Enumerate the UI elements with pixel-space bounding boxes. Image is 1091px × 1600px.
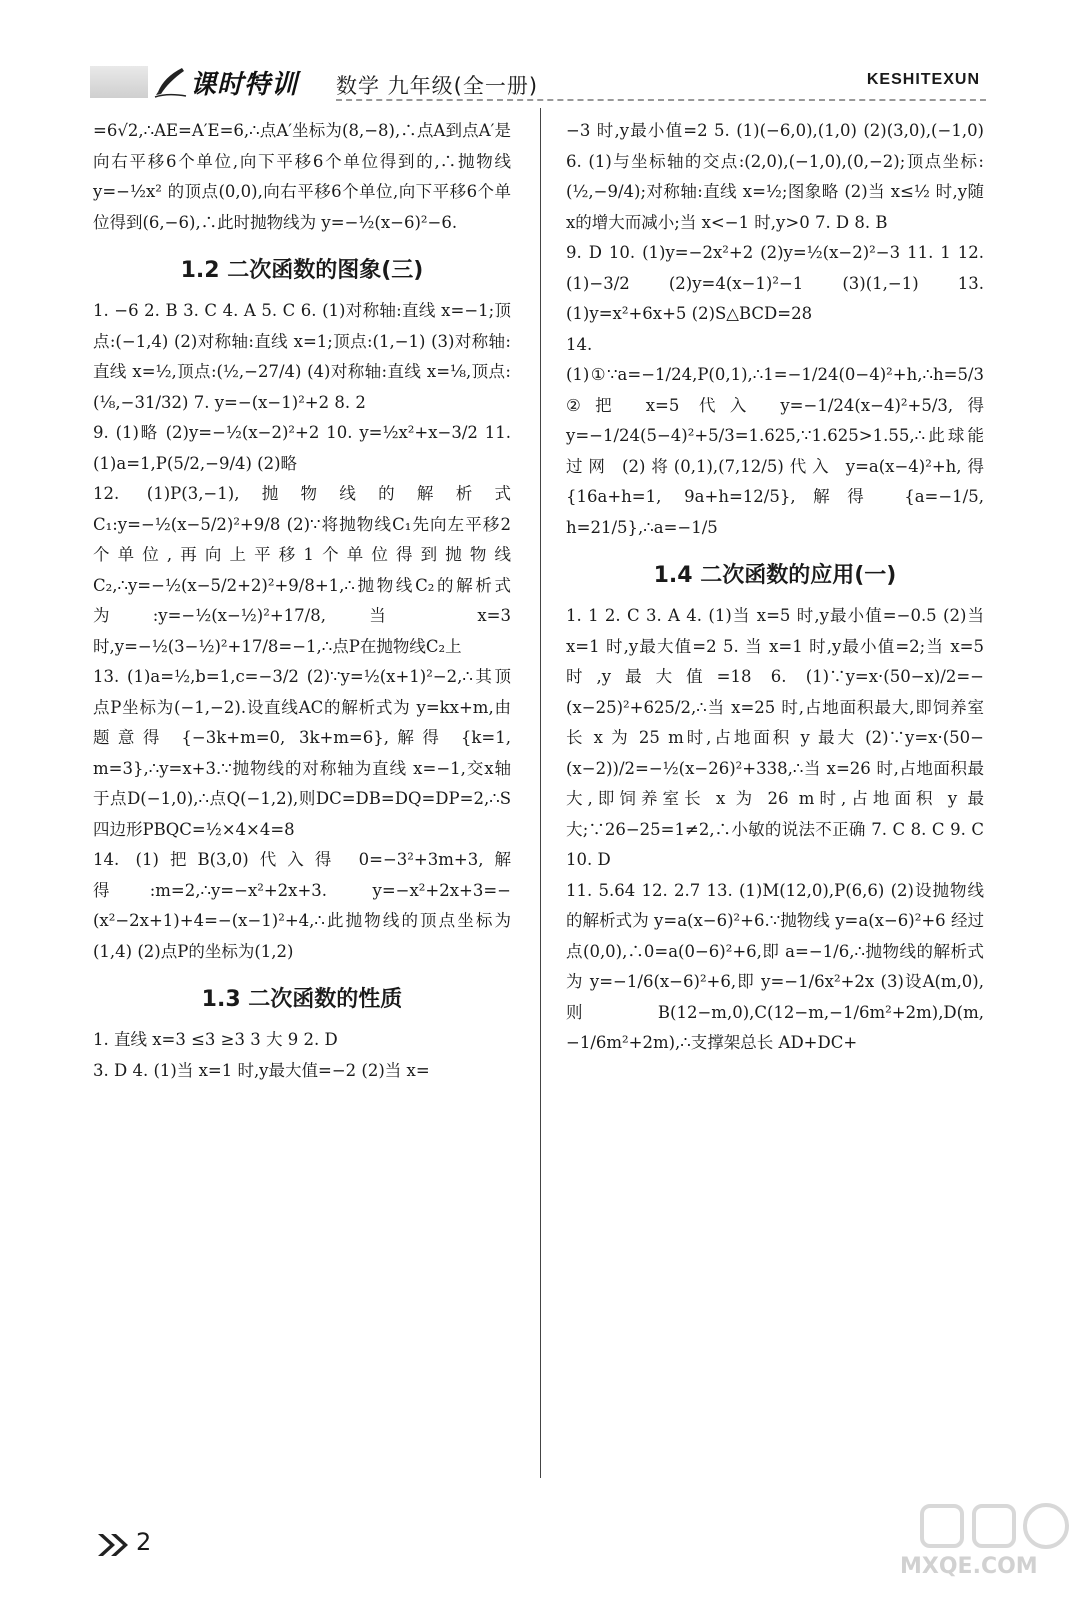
answer-paragraph: 1. 1 2. C 3. A 4. (1)当 x=5 时,y最小值=−0.5 (2)当 x=1 时,y最大值=2 5. 当 x=1 时,y最小值=2;当 x=5 时,y最大值=18 6. (1)∵y=x·(50−x)/2=−(x−25)²+625/2,∴当 x=25 时,占地面积最大,即饲养室长 x 为 25 m时,占地面积 y 最大 (2)∵y=x·(50−(x−2))/2=−½(x−26)²+338,∴当 x=26 时,占地面积最大,即饲养室长 x 为 26 m时,占地面积 y 最大;∵26−25=1≠2,∴小敏的说法不正确 7. C 8. C 9. C 10. D [566,606,984,869]
section-title-1-4: 1.4 二次函数的应用(一) [653,563,897,588]
pen-logo-icon [152,64,188,98]
answer-paragraph: 1. 直线 x=3 ≤3 ≥3 3 大 9 2. D [93,1030,338,1049]
page-header [90,58,990,104]
watermark [890,1500,1080,1590]
answer-paragraph: 3. D 4. (1)当 x=1 时,y最大值=−2 (2)当 x= [93,1060,430,1080]
double-chevron-icon [96,1532,132,1558]
answer-paragraph: 9. D 10. (1)y=−2x²+2 (2)y=½(x−2)²−3 11. 1 12. (1)−3/2 (2)y=4(x−1)²−1 (3)(1,−1) 13. (1)y=x²+6x+5 (2)S△BCD=28 [566,243,984,323]
answer-paragraph: =6√2,∴AE=A′E=6,∴点A′坐标为(8,−8),∴点A到点A′是向右平移6个单位,向下平移6个单位得到的,∴抛物线 y=−½x² 的顶点(0,0),向右平移6个单位,向下平移6个单位得到(6,−6),∴此时抛物线为 y=−½(x−6)²−6. [93,121,511,232]
header-dashed-line [336,99,986,101]
section-title-1-3: 1.3 二次函数的性质 [201,987,403,1012]
brand-title: 课时特训 [190,70,299,100]
answer-paragraph: 12. (1)P(3,−1),抛物线的解析式 C₁:y=−½(x−5/2)²+9/8 (2)∵将抛物线C₁先向左平移2个单位,再向上平移1个单位得到抛物线C₂,∴y=−½(x−5/2+2)²+9/8+1,∴抛物线C₂的解析式为:y=−½(x−½)²+17/8,当 x=3 时,y=−½(3−½)²+17/8=−1,∴点P在抛物线C₂上 [93,484,511,656]
answer-paragraph: −3 时,y最小值=2 5. (1)(−6,0),(1,0) (2)(3,0),(−1,0) 6. (1)与坐标轴的交点:(2,0),(−1,0),(0,−2);顶点坐标:(½,−9/4);对称轴:直线 x=½;图象略 (2)当 x≤½ 时,y随x的增大而减小;当 x<−1 时,y>0 7. D 8. B [566,121,984,232]
column-divider [540,108,541,1478]
answer-paragraph: 14. (1)把B(3,0)代入得 0=−3²+3m+3,解得:m=2,∴y=−x²+2x+3. y=−x²+2x+3=−(x²−2x+1)+4=−(x−1)²+4,∴此抛物线的顶点坐标为(1,4) (2)点P的坐标为(1,2) [93,850,511,961]
header-gray-box [90,66,148,98]
answer-paragraph: 9. (1)略 (2)y=−½(x−2)²+2 10. y=½x²+x−3/2 11. (1)a=1,P(5/2,−9/4) (2)略 [93,423,511,473]
brand-english: KESHITEXUN [866,71,980,88]
watermark-text: MXQE.COM [900,1554,1038,1579]
section-title-1-2: 1.2 二次函数的图象(三) [180,258,424,283]
answer-paragraph: 14. (1)①∵a=−1/24,P(0,1),∴1=−1/24(0−4)²+h,∴h=5/3 ②把 x=5 代入 y=−1/24(x−4)²+5/3,得 y=−1/24(5−4)²+5/3=1.625,∵1.625>1.55,∴此球能过网 (2)将(0,1),(7,12/5)代入 y=a(x−4)²+h,得 {16a+h=1, 9a+h=12/5},解得 {a=−1/5, h=21/5},∴a=−1/5 [566,334,984,537]
left-column [93,116,511,1086]
answer-paragraph: 13. (1)a=½,b=1,c=−3/2 (2)∵y=½(x+1)²−2,∴其顶点P坐标为(−1,−2).设直线AC的解析式为 y=kx+m,由题意得 {−3k+m=0, 3k+m=6},解得 {k=1, m=3},∴y=x+3.∵抛物线的对称轴为直线 x=−1,交x轴于点D(−1,0),∴点Q(−1,2),则DC=DB=DQ=DP=2,∴S四边形PBQC=½×4×4=8 [93,667,511,839]
answer-paragraph: 1. −6 2. B 3. C 4. A 5. C 6. (1)对称轴:直线 x=−1;顶点:(−1,4) (2)对称轴:直线 x=1;顶点:(1,−1) (3)对称轴:直线 x=½,顶点:(½,−27/4) (4)对称轴:直线 x=⅛,顶点:(⅛,−31/32) 7. y=−(x−1)²+2 8. 2 [93,301,511,412]
right-column [566,116,984,1059]
answer-paragraph: 11. 5.64 12. 2.7 13. (1)M(12,0),P(6,6) (2)设抛物线的解析式为 y=a(x−6)²+6.∵抛物线 y=a(x−6)²+6 经过点(0,0),∴0=a(0−6)²+6,即 a=−1/6,∴抛物线的解析式为 y=−1/6(x−6)²+6,即 y=−1/6x²+2x (3)设A(m,0),则 B(12−m,0),C(12−m,−1/6m²+2m),D(m,−1/6m²+2m),∴支撑架总长 AD+DC+ [566,880,984,1052]
subject-grade: 数学 九年级(全一册) [336,74,539,98]
watermark-logo-icon [920,1500,1070,1552]
page-number: 2 [136,1528,152,1556]
